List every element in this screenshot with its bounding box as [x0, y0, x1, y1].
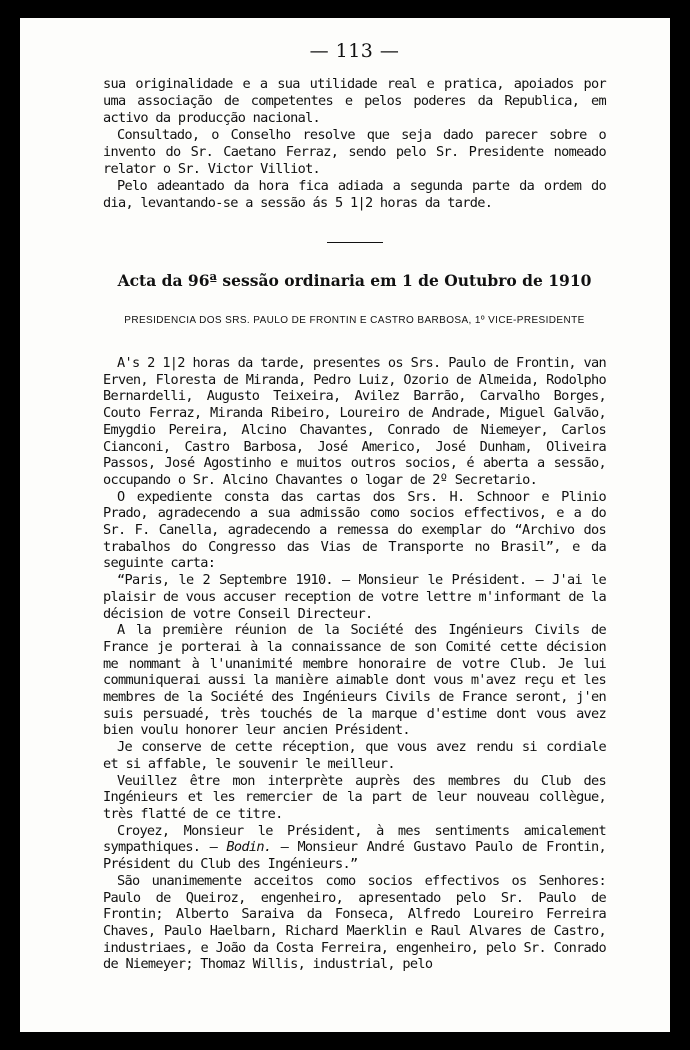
letter-addressee: — Monsieur André Gustavo Paulo de Frontin, Président du Club des Ingénieurs.”: [103, 839, 606, 873]
letter-paragraph-reunion: A la première réunion de la Société des Ingénieurs Civils de France je porterai à la connaissance de son Comité cette décision me nommant à l'unanimité membre honoraire de votre Club. Je lui communiquerai aussi la manière aimable dont vous m'avez reçu et les membres de la Société des Ingénieurs Civils de France seront, j'en suis persuadé, très touchés de la marque d'estime dont vous avez bien voulu honorer leur ancien Président.: [103, 622, 606, 739]
letter-paragraph-interpreter: Veuillez être mon interprète auprès des membres du Club des Ingénieurs et les remercier de la part de leur nouveau collègue, très flatté de ce titre.: [103, 772, 606, 822]
letter-signature: Bodin.: [226, 839, 272, 856]
document-page: [20, 18, 670, 1032]
letter-opening: “Paris, le 2 Septembre 1910. — Monsieur le Président. — J'ai le plaisir de vous accuser reception de votre lettre m'informant de la décision de votre Conseil Directeur.: [103, 572, 606, 622]
paragraph-adjournment: Pelo adeantado da hora fica adiada a segunda parte da ordem do dia, levantando-se a sessão ás 5 1|2 horas da tarde.: [103, 178, 606, 211]
page-number: — 113 —: [309, 40, 400, 62]
paragraph-conselho: Consultado, o Conselho resolve que seja dado parecer sobre o invento do Sr. Caetano Ferraz, sendo pelo Sr. Presidente nomeado relator o Sr. Victor Villiot.: [103, 127, 606, 177]
page-content: [103, 34, 606, 973]
paragraph-expediente: O expediente consta das cartas dos Srs. H. Schnoor e Plinio Prado, agradecendo a sua admissão como socios effectivos, e a do Sr. F. Canella, agradecendo a remessa do exemplar do “Archivo dos trabalhos do Congresso das Vias de Transporte no Brasil”, e da seguinte carta:: [103, 488, 606, 572]
letter-paragraph-reception: Je conserve de cette réception, que vous avez rendu si cordiale et si affable, le souvenir le meilleur.: [103, 739, 606, 772]
paragraph-attendance: A's 2 1|2 horas da tarde, presentes os Srs. Paulo de Frontin, van Erven, Floresta de Miranda, Pedro Luiz, Ozorio de Almeida, Rodolpho Bernardelli, Augusto Teixeira, Avilez Barrão, Carvalho Borges, Couto Ferraz, Miranda Ribeiro, Loureiro de Andrade, Miguel Galvão, Emygdio Pereira, Alcino Chavantes, Conrado de Niemeyer, Carlos Cianconi, Castro Barbosa, José Americo, José Dunham, Oliveira Passos, José Agostinho e muitos outros socios, é aberta a sessão, occupando o Sr. Alcino Chavantes o logar de 2º Secretario.: [103, 355, 606, 488]
letter-closing-text: Croyez, Monsieur le Président, à mes sentiments amicalement sympathiques. —: [103, 822, 606, 856]
presidency-line: PRESIDENCIA DOS SRS. PAULO DE FRONTIN E CASTRO BARBOSA, 1º VICE-PRESIDENTE: [124, 315, 585, 326]
letter-closing: [103, 823, 606, 873]
minutes-body: [103, 355, 606, 973]
section-title: Acta da 96ª sessão ordinaria em 1 de Outubro de 1910: [117, 271, 592, 290]
paragraph-continuation: sua originalidade e a sua utilidade real e pratica, apoiados por uma associação de competentes e pelos poderes da Republica, em activo da producção nacional.: [103, 76, 606, 126]
section-divider: [327, 242, 383, 243]
paragraph-new-members: São unanimemente acceitos como socios effectivos os Senhores: Paulo de Queiroz, engenheiro, apresentado pelo Sr. Paulo de Frontin; Alberto Saraiva da Fonseca, Alfredo Loureiro Ferreira Chaves, Paulo Haelbarn, Richard Maerklin e Raul Alvares de Castro, industriaes, e João da Costa Ferreira, engenheiro, pelo Sr. Conrado de Niemeyer; Thomaz Willis, industrial, pelo: [103, 872, 606, 973]
